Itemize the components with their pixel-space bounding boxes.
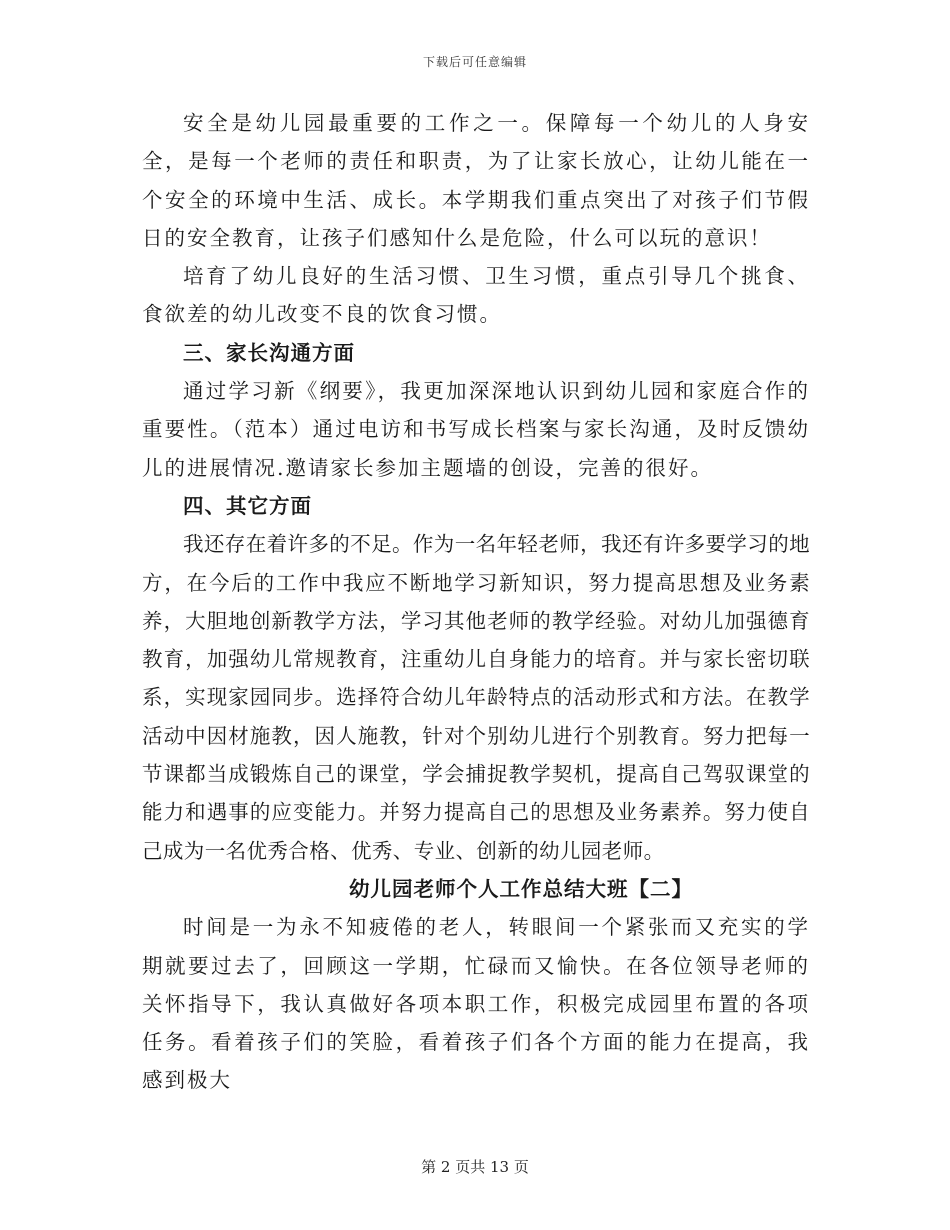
paragraph-semester-review: 时间是一为永不知疲倦的老人，转眼间一个紧张而又充实的学期就要过去了，回顾这一学期，忙碌而又愉快。在各位领导老师的关怀指导下，我认真做好各项本职工作，积极完成园里布置的各项任务。看着孩子们的笑脸，看着孩子们各个方面的能力在提高，我感到极大 — [142, 915, 810, 1093]
paragraph-other: 我还存在着许多的不足。作为一名年轻老师，我还有许多要学习的地方，在今后的工作中我应不断地学习新知识，努力提高思想及业务素养，大胆地创新教学方法，学习其他老师的教学经验。对幼儿加强德育教育，加强幼儿常规教育，注重幼儿自身能力的培育。并与家长密切联系，实现家园同步。选择符合幼儿年龄特点的活动形式和方法。在教学活动中因材施教，因人施教，针对个别幼儿进行个别教育。努力把每一节课都当成锻炼自己的课堂，学会捕捉教学契机，提高自己驾驭课堂的能力和遇事的应变能力。并努力提高自己的思想及业务素养。努力使自己成为一名优秀合格、优秀、专业、创新的幼儿园老师。 — [142, 532, 810, 863]
page-header-note: 下载后可任意编辑 — [422, 55, 527, 69]
paragraph-safety: 安全是幼儿园最重要的工作之一。保障每一个幼儿的人身安全，是每一个老师的责任和职责，为了让家长放心，让幼儿能在一个安全的环境中生活、成长。本学期我们重点突出了对孩子们节假日的安全教育，让孩子们感知什么是危险，什么可以玩的意识！ — [142, 111, 810, 250]
paragraph-parent-communication: 通过学习新《纲要》，我更加深深地认识到幼儿园和家庭合作的重要性。（范本）通过电访和书写成长档案与家长沟通，及时反馈幼儿的进展情况.邀请家长参加主题墙的创设，完善的很好。 — [142, 379, 810, 480]
section-title-summary-two: 幼儿园老师个人工作总结大班【二】 — [349, 876, 693, 901]
paragraph-habits: 培育了幼儿良好的生活习惯、卫生习惯，重点引导几个挑食、食欲差的幼儿改变不良的饮食习惯。 — [142, 264, 810, 327]
document-body — [142, 104, 810, 1100]
page-footer-number: 第 2 页共 13 页 — [421, 1158, 529, 1176]
section-heading-other: 四、其它方面 — [183, 493, 312, 518]
section-heading-parent-communication: 三、家长沟通方面 — [183, 340, 355, 365]
